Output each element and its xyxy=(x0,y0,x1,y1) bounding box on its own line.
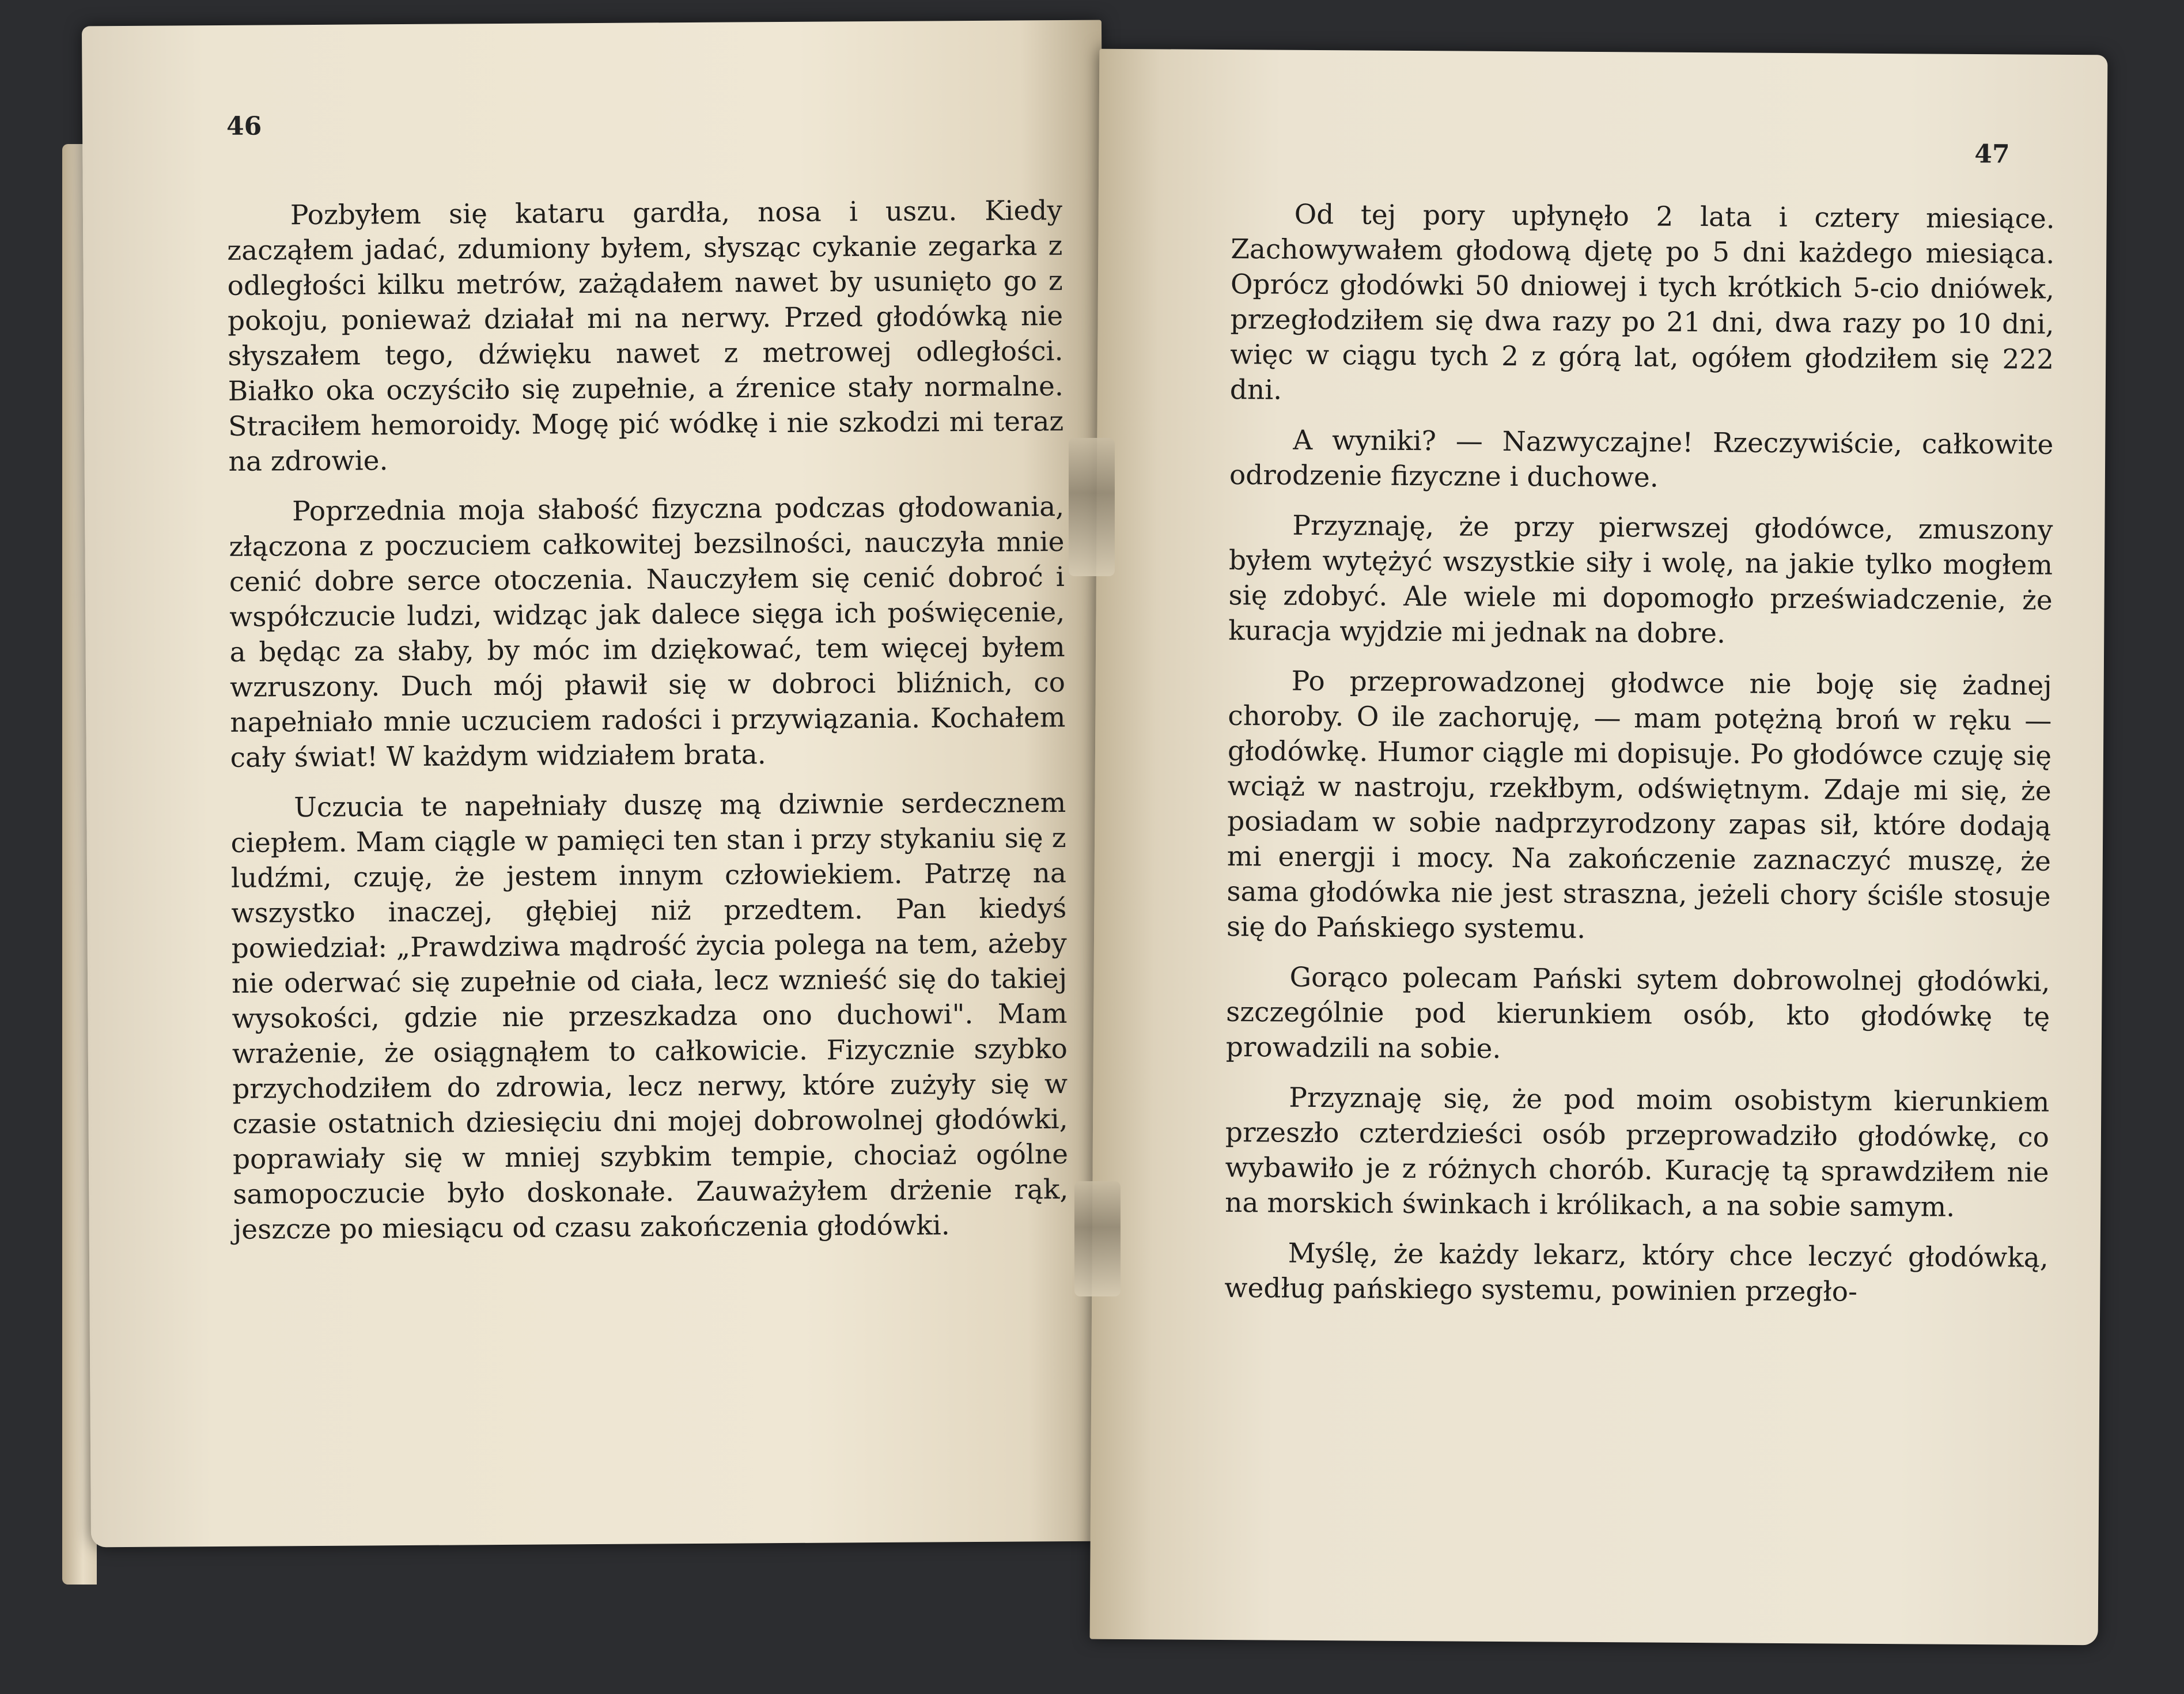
page-number: 47 xyxy=(1974,139,2010,169)
paragraph: Przyznaję, że przy pierwszej głodówce, zmuszony byłem wytężyć wszystkie siły i wolę, na jakie tylko mogłem się zdobyć. Ale wiele mi dopomogło przeświadczenie, że kuracja wyjdzie mi jednak na dobre. xyxy=(1228,509,2053,650)
torn-binding xyxy=(1074,1181,1121,1296)
paragraph: Poprzednia moja słabość fizyczna podczas głodowania, złączona z poczuciem całkowitej bezsilności, nauczyła mnie cenić dobre serce otoczenia. Nauczyłem się cenić dobroć i współczucie ludzi, widząc jak dalece sięga ich poświęcenie, a będąc za słaby, by móc im dziękować, tem więcej byłem wzruszony. Duch mój pławił się w dobroci bliźnich, co napełniało mnie uczuciem radości i przywiązania. Kochałem cały świat! W każdym widziałem brata. xyxy=(229,491,1066,774)
paragraph: A wyniki? — Nazwyczajne! Rzeczywiście, całkowite odrodzenie fizyczne i duchowe. xyxy=(1229,424,2054,494)
paragraph: Przyznaję się, że pod moim osobistym kierunkiem przeszło czterdzieści osób przeprowadziło głodówkę, co wybawiło je z różnych chorób. Kurację tą sprawdziłem nie na morskich świnkach i królikach, a na sobie samym. xyxy=(1225,1082,2050,1223)
torn-binding xyxy=(1069,438,1115,576)
paragraph: Uczucia te napełniały duszę mą dziwnie serdecznem ciepłem. Mam ciągle w pamięci ten stan i przy stykaniu się z ludźmi, czuję, że jestem innym człowiekiem. Patrzę na wszystko inaczej, głębiej niż przedtem. Pan kiedyś powiedział: „Prawdziwa mądrość życia polega na tem, ażeby nie oderwać się zupełnie od ciała, lecz wznieść się do takiej wysokości, gdzie nie przeszkadza ono duchowi". Mam wrażenie, że osiągnąłem to całkowicie. Fizycznie szybko przychodziłem do zdrowia, lecz nerwy, które zużyły się w czasie ostatnich dziesięciu dni mojej dobrowolnej głodówki, poprawiały się w mniej szybkim tempie, chociaż ogólne samopoczucie było doskonałe. Zauważyłem drżenie rąk, jeszcze po miesiącu od czasu zakończenia głodówki. xyxy=(230,787,1069,1246)
paragraph: Po przeprowadzonej głodwce nie boję się żadnej choroby. O ile zachoruję, — mam potężną broń w ręku — głodówkę. Humor ciągle mi dopisuje. Po głodówce czuję się wciąż w nastroju, rzekłbym, odświętnym. Zdaje mi się, że posiadam w sobie nadprzyrodzony zapas sił, które dodają mi energji i mocy. Na zakończenie zaznaczyć muszę, że sama głodówka nie jest straszna, jeżeli chory ściśle stosuje się do Pańskiego systemu. xyxy=(1226,665,2052,945)
paragraph: Myślę, że każdy lekarz, który chce leczyć głodówką, według pańskiego systemu, powinien przegło- xyxy=(1224,1237,2049,1308)
page-number: 46 xyxy=(226,111,262,141)
left-page xyxy=(82,20,1111,1548)
page-text xyxy=(1224,196,2055,1326)
paragraph: Gorąco polecam Pański sytem dobrowolnej głodówki, szczególnie pod kierunkiem osób, kto głodówkę tę prowadzili na sobie. xyxy=(1225,961,2050,1065)
paragraph: Pozbyłem się kataru gardła, nosa i uszu. Kiedy zacząłem jadać, zdumiony byłem, słysząc cykanie zegarka z odległości kilku metrów, zażądałem nawet by usunięto go z pokoju, ponieważ działał mi na nerwy. Przed głodówką nie słyszałem tego, dźwięku nawet z metrowej odległości. Białko oka oczyściło się zupełnie, a źrenice stały normalne. Straciłem hemoroidy. Mogę pić wódkę i nie szkodzi mi teraz na zdrowie. xyxy=(227,195,1064,478)
page-text xyxy=(227,193,1069,1262)
right-page xyxy=(1090,49,2108,1646)
paragraph: Od tej pory upłynęło 2 lata i cztery miesiące. Zachowywałem głodową djetę po 5 dni każdego miesiąca. Oprócz głodówki 50 dniowej i tych krótkich 5-cio dniówek, przegłodziłem się dwa razy po 21 dni, dwa razy po 10 dni, więc w ciągu tych 2 z górą lat, ogółem głodziłem się 222 dni. xyxy=(1229,198,2055,406)
